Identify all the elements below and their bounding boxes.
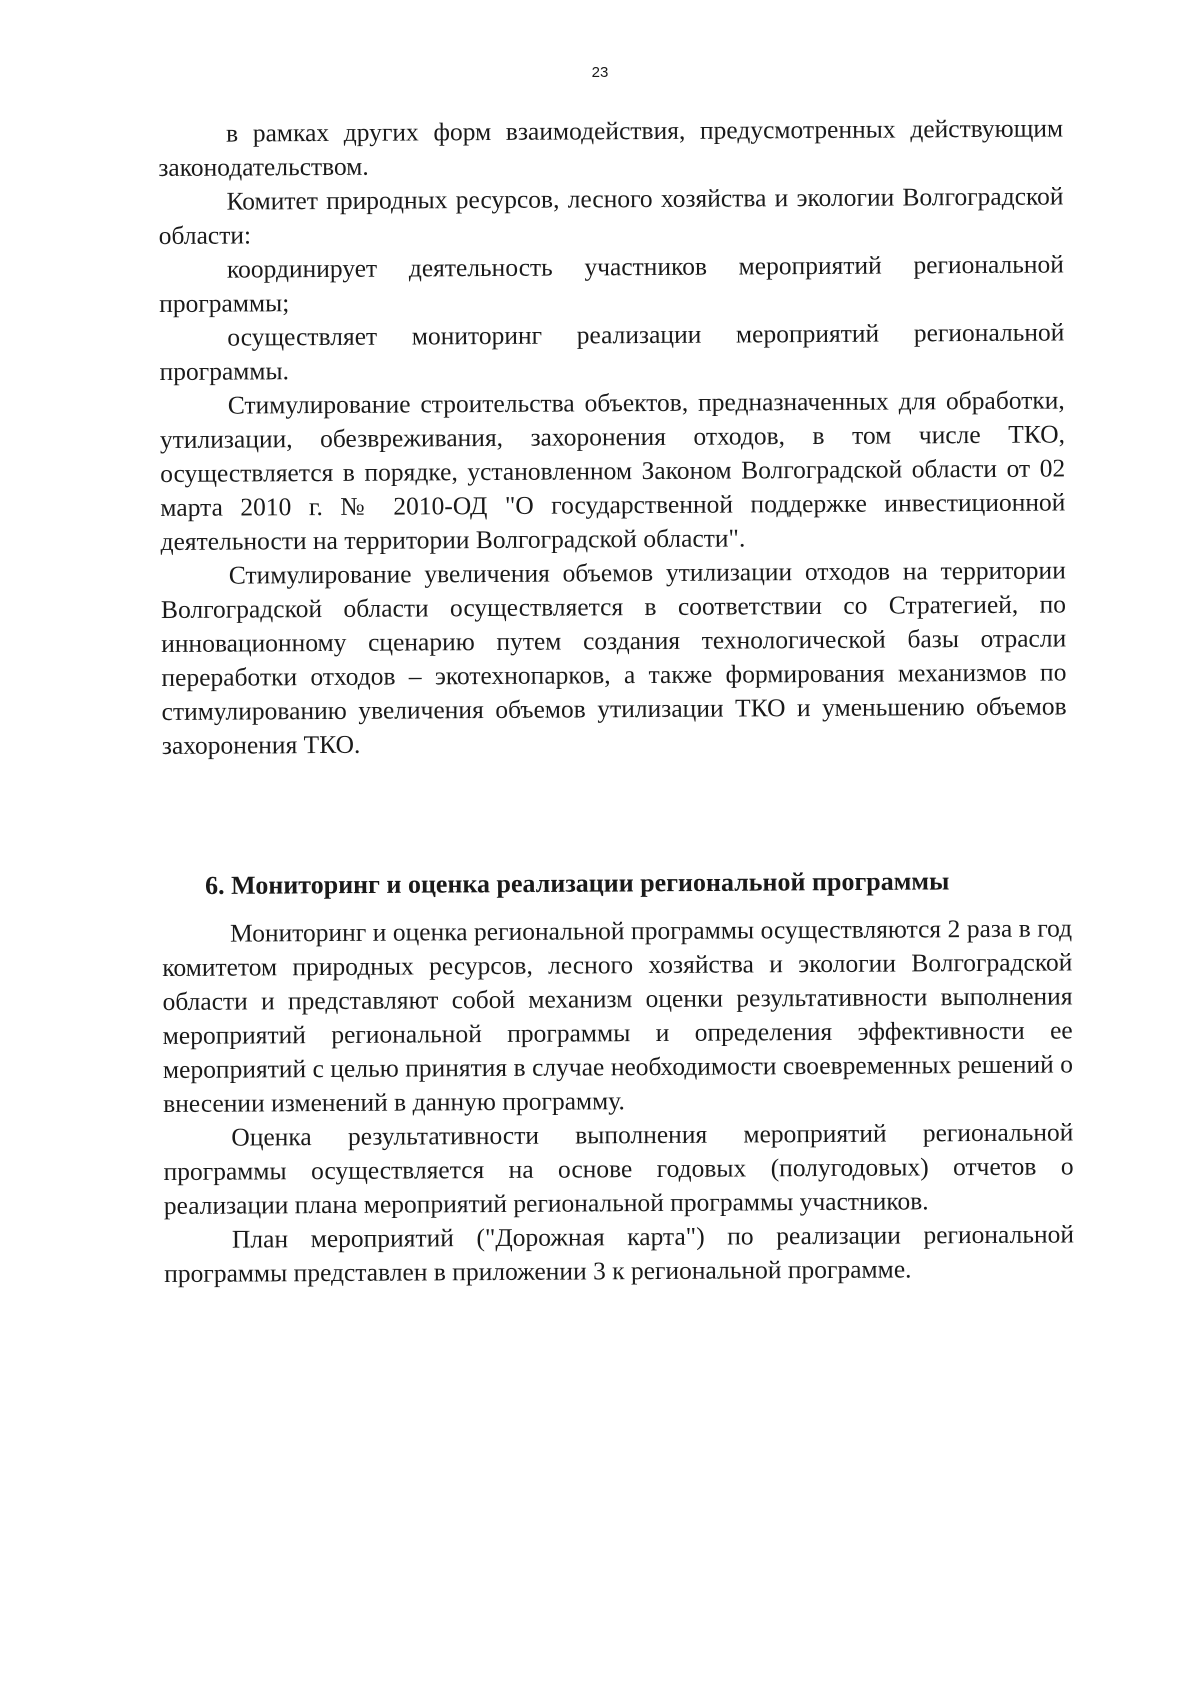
paragraph-utilization-stimulation: Стимулирование увеличения объемов утилизации отходов на территории Волгоградской области осуществляется в соответствии со Стратегией, по инновационному сценарию путем создания технологической базы отрасли переработки отходов – экотехнопарков, а также формирования механизмов по стимулированию увеличения объемов утилизации ТКО и уменьшению объемов захоронения ТКО. (160, 555, 1067, 760)
paragraph-coordinates: координирует деятельность участников мероприятий региональной программы; (159, 249, 1065, 318)
paragraph-construction-stimulation: Стимулирование строительства объектов, предназначенных для обработки, утилизации, обезвреживания, захоронения отходов, в том числе ТКО, осуществляется в порядке, установленном Законом Волгоградской области от 02 марта 2010 г. № 2010-ОД "О государственной поддержке инвестиционной деятельности на территории Волгоградской области". (159, 385, 1066, 556)
paragraph-roadmap: План мероприятий ("Дорожная карта") по реализации региональной программы представлен в приложении 3 к региональной программе. (164, 1219, 1075, 1288)
section-body (162, 911, 1074, 1291)
paragraph-effectiveness-assessment: Оценка результативности выполнения мероприятий региональной программы осуществляется на основе годовых (полугодовых) отчетов о реализации плана мероприятий региональной программы участников. (163, 1117, 1074, 1220)
paragraph-monitoring-evaluation: Мониторинг и оценка региональной программы осуществляются 2 раза в год комитетом природных ресурсов, лесного хозяйства и экологии Волгоградской области и представляют собой механизм оценки результативности выполнения мероприятий региональной программы и определения эффективности ее мероприятий с целью принятия в случае необходимости своевременных решений о внесении изменений в данную программу. (162, 913, 1074, 1118)
section-heading: 6. Мониторинг и оценка реализации региональной программы (205, 866, 950, 900)
paragraph-monitoring-duty: осуществляет мониторинг реализации мероприятий региональной программы. (159, 317, 1065, 386)
top-section (158, 111, 1067, 763)
paragraph-committee: Комитет природных ресурсов, лесного хозяйства и экологии Волгоградской области: (158, 181, 1064, 250)
paragraph-forms-of-interaction: в рамках других форм взаимодействия, предусмотренных действующим законодательством. (158, 113, 1064, 182)
page-number: 23 (591, 64, 609, 81)
